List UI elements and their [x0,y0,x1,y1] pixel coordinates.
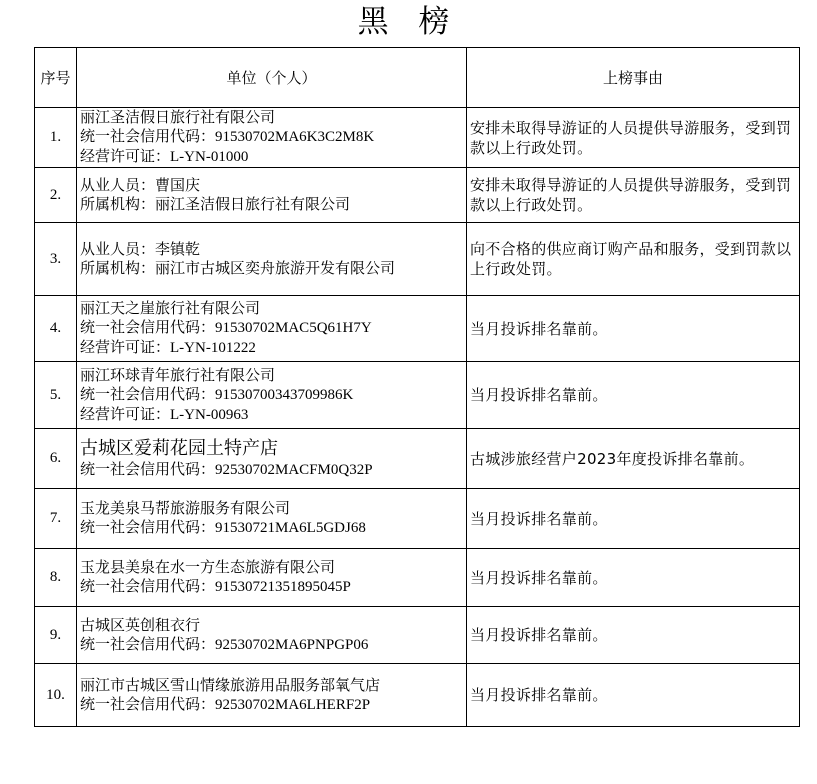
unit-name: 丽江环球青年旅行社有限公司 [80,365,276,384]
unit-name: 丽江市古城区雪山情缘旅游用品服务部氧气店 [80,675,381,694]
table-row [35,168,800,223]
affiliated-org: 所属机构：丽江市古城区奕舟旅游开发有限公司 [80,259,396,277]
row-seq: 10. [35,664,77,727]
row-unit [77,664,467,727]
column-header-reason: 上榜事由 [467,48,800,108]
table-row [35,108,800,168]
credit-code: 91530721351895045P [215,579,351,595]
unit-name: 玉龙美泉马帮旅游服务有限公司 [80,499,291,517]
table-header-row [35,48,800,108]
credit-code-label: 统一社会信用代码： [80,384,216,403]
credit-code-label: 统一社会信用代码： [80,127,216,145]
credit-code: 91530702MA6K3C2M8K [215,129,375,145]
row-reason: 安排未取得导游证的人员提供导游服务，受到罚款以上行政处罚。 [467,168,800,223]
unit-name: 古城区爱莉花园土特产店 [80,437,278,459]
row-unit [77,223,467,296]
credit-code-label: 统一社会信用代码： [80,518,216,536]
credit-code-line [80,385,463,405]
blacklist-table [34,47,800,727]
row-seq: 1. [35,108,77,168]
row-unit [77,296,467,362]
credit-code-line [80,460,463,480]
unit-name: 丽江圣洁假日旅行社有限公司 [80,108,276,126]
credit-code: 92530702MACFM0Q32P [215,461,373,478]
practitioner: 从业人员：李镇乾 [80,240,201,258]
credit-code-label: 统一社会信用代码： [80,459,216,478]
table-row [35,223,800,296]
row-seq: 8. [35,549,77,607]
table-row [35,549,800,607]
unit-name: 古城区英创租衣行 [80,615,201,634]
credit-code-label: 统一社会信用代码： [80,577,216,595]
row-seq: 4. [35,296,77,362]
credit-code: 91530700343709986K [215,386,354,403]
table-row [35,664,800,727]
license-label: 经营许可证： [80,147,171,165]
license-line [80,147,463,167]
row-unit [77,489,467,549]
credit-code: 91530721MA6L5GDJ68 [215,520,366,536]
unit-name: 丽江天之崖旅行社有限公司 [80,299,261,317]
credit-code: 92530702MA6PNPGP06 [215,636,369,653]
row-reason: 当月投诉排名靠前。 [467,664,800,727]
table-row [35,429,800,489]
practitioner: 从业人员：曹国庆 [80,176,201,194]
row-reason: 安排未取得导游证的人员提供导游服务，受到罚款以上行政处罚。 [467,108,800,168]
row-reason: 当月投诉排名靠前。 [467,362,800,429]
license-number: L-YN-00963 [170,406,249,423]
row-seq: 3. [35,223,77,296]
column-header-seq: 序号 [35,48,77,108]
table-row [35,296,800,362]
row-unit [77,429,467,489]
row-reason: 向不合格的供应商订购产品和服务，受到罚款以上行政处罚。 [467,223,800,296]
row-seq: 7. [35,489,77,549]
table-row [35,489,800,549]
credit-code-label: 统一社会信用代码： [80,318,216,336]
credit-code-label: 统一社会信用代码： [80,634,216,653]
affiliated-org: 所属机构：丽江圣洁假日旅行社有限公司 [80,195,351,213]
row-unit [77,362,467,429]
row-reason: 古城涉旅经营户2023年度投诉排名靠前。 [467,429,800,489]
row-reason: 当月投诉排名靠前。 [467,549,800,607]
credit-code-line [80,635,463,655]
row-seq: 6. [35,429,77,489]
column-header-unit: 单位（个人） [77,48,467,108]
license-line [80,338,463,358]
license-number: L-YN-101222 [170,340,256,356]
license-label: 经营许可证： [80,404,171,423]
credit-code: 92530702MA6LHERF2P [215,696,371,713]
unit-name: 玉龙县美泉在水一方生态旅游有限公司 [80,558,336,576]
row-reason: 当月投诉排名靠前。 [467,489,800,549]
row-unit [77,549,467,607]
credit-code: 91530702MAC5Q61H7Y [215,320,372,336]
license-number: L-YN-01000 [170,149,249,165]
license-label: 经营许可证： [80,338,171,356]
credit-code-line [80,518,463,538]
row-unit [77,168,467,223]
credit-code-line [80,318,463,338]
table-row [35,362,800,429]
row-unit [77,108,467,168]
row-seq: 9. [35,607,77,664]
row-seq: 5. [35,362,77,429]
credit-code-line [80,127,463,147]
table-row [35,607,800,664]
credit-code-line [80,695,463,715]
row-seq: 2. [35,168,77,223]
row-unit [77,607,467,664]
row-reason: 当月投诉排名靠前。 [467,607,800,664]
credit-code-label: 统一社会信用代码： [80,694,216,713]
page-title: 黑 榜 [357,4,460,40]
credit-code-line [80,577,463,597]
row-reason: 当月投诉排名靠前。 [467,296,800,362]
license-line [80,405,463,425]
